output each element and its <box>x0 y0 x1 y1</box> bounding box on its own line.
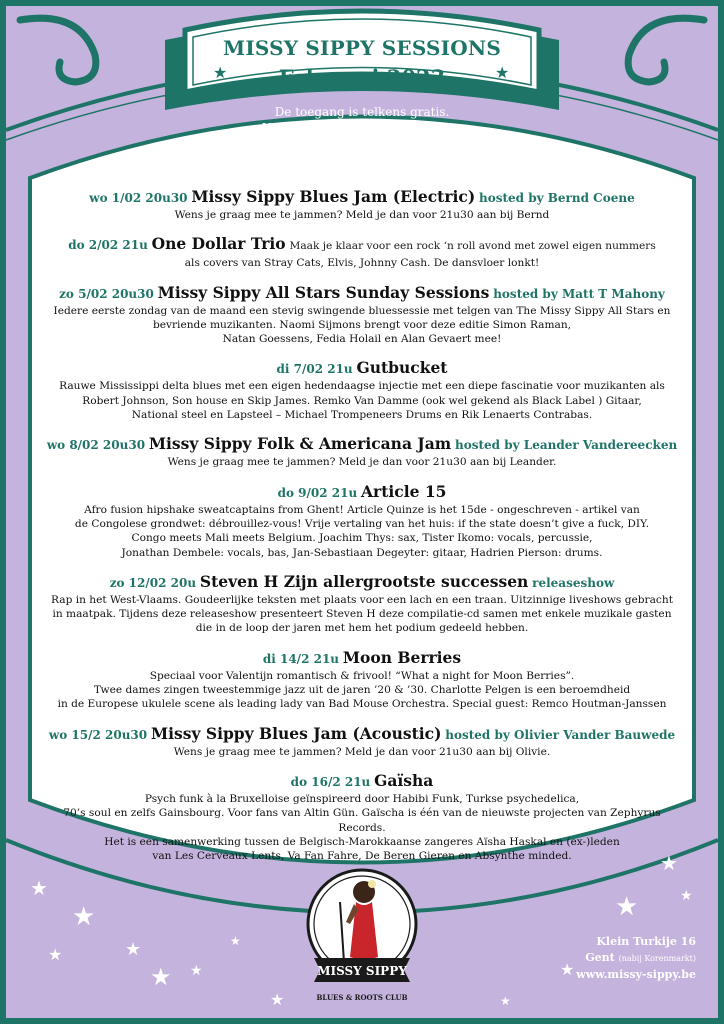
event-desc: Wens je graag mee te jammen? Meld je dan voor 21u30 aan bij Leander. <box>167 456 557 469</box>
event-desc: 70’s soul en zelfs Gainsbourg. Voor fans van Altin Gün. Gaïscha is één van de nieuwste projecten van Zephyrus Records. <box>63 807 661 834</box>
event-list <box>44 187 680 875</box>
event-desc: in de Europese ukulele scene als leading lady van Bad Mouse Orchestra. Special guest: Remco Houtman-Janssen <box>57 698 667 711</box>
event-title: One Dollar Trio <box>151 234 286 254</box>
flower-icon <box>368 880 376 888</box>
event-desc: in maatpak. Tijdens deze releaseshow presenteert Steven H deze compilatie-cd samen met enkele muzikale gasten <box>52 608 672 621</box>
header-banner <box>185 28 539 112</box>
event-desc: Rap in het West-Vlaams. Goudeerlijke teksten met plaats voor een lach en een traan. Uitzinnige liveshows gebracht <box>51 593 673 606</box>
event-date: zo 5/02 20u30 <box>59 286 154 301</box>
event-desc: Jonathan Dembele: vocals, bas, Jan-Sebastiaan Degeyter: gitaar, Hadrien Pierson: drums. <box>121 546 603 559</box>
event-date: do 9/02 21u <box>277 485 358 500</box>
missy-sippy-logo <box>306 862 418 1010</box>
event-title: Moon Berries <box>342 647 462 667</box>
event-desc: Natan Goessens, Fedia Holail en Alan Gevaert mee! <box>222 333 502 346</box>
event-inline-desc: Maak je klaar voor een rock ‘n roll avond met zowel eigen nummers <box>289 240 656 253</box>
event-date: di 14/2 21u <box>262 651 340 666</box>
intro-text <box>250 104 474 152</box>
event-item <box>44 187 680 222</box>
star-icon: ★ <box>660 851 678 875</box>
event-item <box>44 724 680 759</box>
event-host: hosted by Bernd Coene <box>479 191 635 205</box>
star-icon: ★ <box>230 934 241 948</box>
event-title: Steven H Zijn allergrootste successen <box>199 571 529 591</box>
event-title: Gaïsha <box>374 770 434 790</box>
event-host: hosted by Matt T Mahony <box>493 286 665 301</box>
event-host: hosted by Olivier Vander Bauwede <box>445 727 676 742</box>
poster-subtitle: Februari 2023 <box>278 65 446 90</box>
event-desc: Speciaal voor Valentijn romantisch & frivool! “What a night for Moon Berries”. <box>149 669 575 682</box>
event-item <box>44 482 680 560</box>
star-icon: ★ <box>680 888 693 904</box>
intro-line: Wees gul. Wees lief. <box>301 137 423 151</box>
website-link[interactable]: www.missy-sippy.be <box>576 968 696 981</box>
logo-name: MISSY SIPPY <box>317 964 407 978</box>
event-desc: Robert Johnson, Son house en Skip James. Remko Van Damme (ook wel gekend als Black Label ) Gitaar, <box>82 394 642 407</box>
event-date: do 16/2 21u <box>290 774 371 789</box>
event-desc: Afro fusion hipshake sweatcaptains from Ghent! Article Quinze is het 15de - ongeschreven - artikel van <box>84 503 640 516</box>
event-desc: Wens je graag mee te jammen? Meld je dan voor 21u30 aan bij Bernd <box>174 209 550 221</box>
address-city: Gent <box>585 951 615 964</box>
event-desc: Het is een samenwerking tussen de Belgisch-Marokkaanse zangeres Aïsha Haskal en (ex-)leden <box>104 835 620 848</box>
event-desc: Twee dames zingen tweestemmige jazz uit de jaren ’20 & ’30. Charlotte Pelgen is een beroemdheid <box>93 684 631 697</box>
event-item <box>44 234 680 270</box>
star-icon: ★ <box>48 945 63 964</box>
event-title: Missy Sippy All Stars Sunday Sessions <box>157 282 490 302</box>
poster-title: MISSY SIPPY SESSIONS <box>223 36 501 60</box>
star-icon: ★ <box>150 963 172 991</box>
event-item <box>44 771 680 863</box>
event-desc: Wens je graag mee te jammen? Meld je dan voor 21u30 aan bij Olivie. <box>173 745 551 758</box>
venue-address <box>576 934 696 983</box>
swirl-left-icon <box>20 18 96 82</box>
event-date: do 2/02 21u <box>68 238 148 253</box>
star-icon: ★ <box>190 963 203 979</box>
event-desc: Rauwe Mississippi delta blues met een eigen hedendaagse injectie met een diepe fascinatie voor muzikanten als <box>59 380 665 393</box>
star-icon: ★ <box>72 902 96 932</box>
event-desc: Psych funk à la Bruxelloise geïnspireerd door Habibi Funk, Turkse psychedelica, <box>144 792 580 805</box>
event-item <box>44 648 680 712</box>
address-note: (nabij Korenmarkt) <box>618 954 696 963</box>
event-title: Missy Sippy Blues Jam (Acoustic) <box>150 723 442 743</box>
event-desc: van Les Cerveaux Lents, Va Fan Fahre, De Beren Gieren en Absynthe minded. <box>152 850 572 863</box>
logo-tagline: BLUES & ROOTS CLUB <box>316 993 408 1002</box>
event-desc: de Congolese grondwet: débrouillez-vous! Vrije vertaling van het huis: if the state doesn’t give a fuck, DIY. <box>74 517 650 530</box>
banner-star-left-icon: ★ <box>213 63 228 82</box>
event-item <box>44 358 680 422</box>
event-desc: die in de loop der jaren met hem het podium gedeeld hebben. <box>195 622 529 635</box>
star-icon: ★ <box>270 990 285 1009</box>
event-date: wo 15/2 20u30 <box>48 727 148 742</box>
event-item <box>44 434 680 469</box>
event-date: wo 1/02 20u30 <box>89 191 188 205</box>
event-host: hosted by Leander Vandereecken <box>455 438 678 453</box>
event-desc: Iedere eerste zondag van de maand een stevig swingende bluessessie met telgen van The Missy Sippy All Stars en <box>53 304 671 317</box>
event-date: wo 8/02 20u30 <box>46 438 146 453</box>
event-title: Missy Sippy Blues Jam (Electric) <box>191 187 476 206</box>
swirl-right-icon <box>628 18 704 82</box>
star-icon: ★ <box>560 960 575 979</box>
star-icon: ★ <box>500 994 511 1008</box>
intro-line: De toegang is telkens gratis. <box>274 105 450 119</box>
event-title: Gutbucket <box>356 358 448 378</box>
star-icon: ★ <box>125 939 142 960</box>
intro-line: Vrije bijdrage warm aanbevolen. <box>262 121 462 135</box>
event-date: zo 12/02 20u <box>109 575 197 590</box>
banner-star-right-icon: ★ <box>495 63 510 82</box>
event-title: Article 15 <box>361 481 447 501</box>
address-street: Klein Turkije 16 <box>596 935 696 948</box>
star-icon: ★ <box>615 892 639 922</box>
star-icon: ★ <box>30 876 48 900</box>
event-desc: Congo meets Mali meets Belgium. Joachim Thys: sax, Tister Ikomo: vocals, percussie, <box>131 532 593 545</box>
event-desc: bevriende muzikanten. Naomi Sijmons brengt voor deze editie Simon Raman, <box>152 318 572 331</box>
event-host: releaseshow <box>532 575 615 590</box>
event-date: di 7/02 21u <box>276 362 353 377</box>
event-item <box>44 283 680 347</box>
event-title: Missy Sippy Folk & Americana Jam <box>148 434 452 454</box>
event-item <box>44 572 680 636</box>
event-desc: National steel en Lapsteel – Michael Trompeneers Drums en Rik Lenaerts Contrabas. <box>131 409 593 422</box>
event-desc: als covers van Stray Cats, Elvis, Johnny Cash. De dansvloer lonkt! <box>184 257 540 270</box>
